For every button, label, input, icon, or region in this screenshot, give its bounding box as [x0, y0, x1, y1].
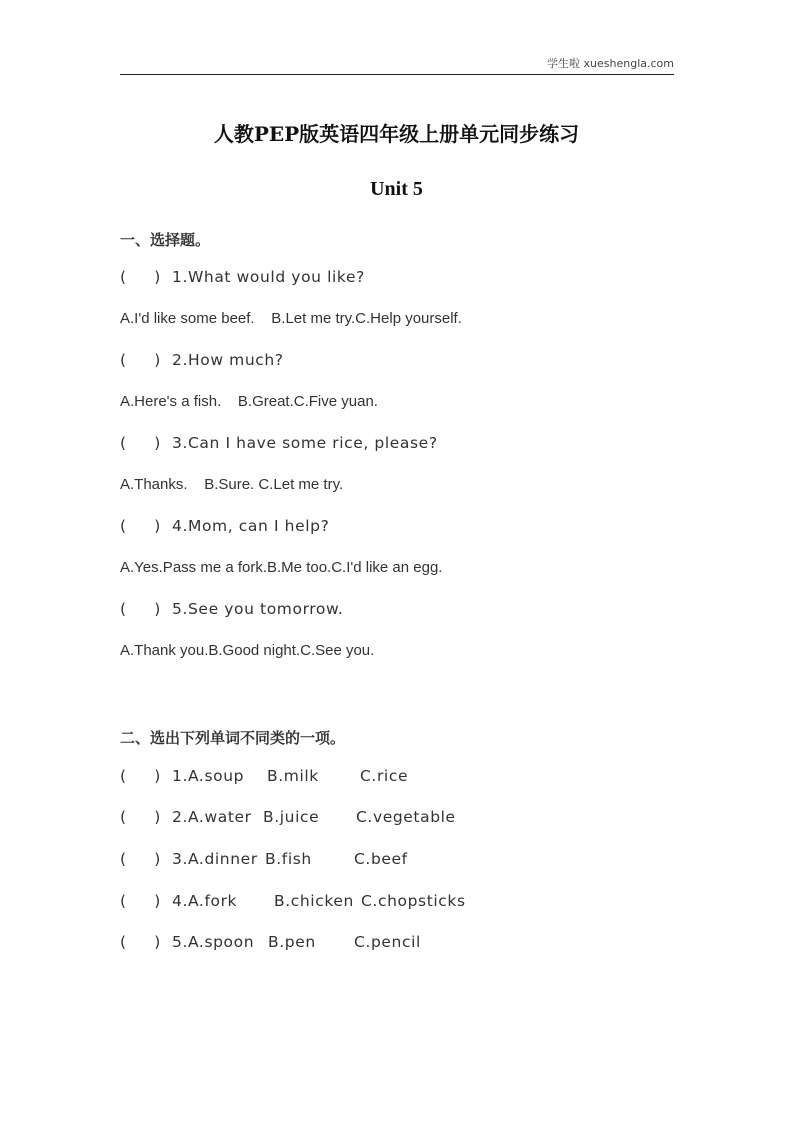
answer-blank: ( ): [120, 351, 161, 369]
word-group-1: [120, 767, 408, 785]
page-header: [120, 56, 674, 75]
answer-blank: ( ): [120, 933, 161, 951]
option-b: B.juice: [263, 808, 320, 826]
document-title: 人教PEP版英语四年级上册单元同步练习: [213, 122, 580, 146]
word-group-2: [120, 808, 456, 826]
unit-title: Unit 5: [370, 178, 423, 200]
option-b: B.chicken: [274, 892, 354, 910]
option-c: C.pencil: [354, 933, 421, 951]
word-group-4: [120, 892, 466, 910]
answer-blank: ( ): [120, 892, 161, 910]
question-4: [120, 517, 329, 535]
section-1-heading: 一、选择题。: [120, 231, 211, 249]
option-a: 1.A.soup: [172, 767, 245, 785]
header-site-label: 学生啦 xueshengla.com: [547, 57, 674, 70]
question-1-options: A.I'd like some beef. B.Let me try.C.Help yourself.: [120, 310, 462, 327]
answer-blank: ( ): [120, 434, 161, 452]
question-text: 5.See you tomorrow.: [172, 600, 344, 618]
question-3-options: A.Thanks. B.Sure. C.Let me try.: [120, 476, 344, 493]
question-3: [120, 434, 438, 452]
question-2: [120, 351, 284, 369]
option-c: C.rice: [360, 767, 409, 785]
answer-blank: ( ): [120, 850, 161, 868]
option-c: C.beef: [354, 850, 408, 868]
option-a: 4.A.fork: [172, 892, 238, 910]
option-a: 5.A.spoon: [172, 933, 255, 951]
answer-blank: ( ): [120, 600, 161, 618]
question-2-options: A.Here's a fish. B.Great.C.Five yuan.: [120, 393, 378, 410]
option-b: B.milk: [267, 767, 319, 785]
option-c: C.chopsticks: [361, 892, 466, 910]
question-text: 3.Can I have some rice, please?: [172, 434, 438, 452]
option-c: C.vegetable: [356, 808, 456, 826]
answer-blank: ( ): [120, 268, 161, 286]
option-a: 3.A.dinner: [172, 850, 258, 868]
word-group-5: [120, 933, 421, 951]
section-2-heading: 二、选出下列单词不同类的一项。: [120, 729, 346, 747]
question-4-options: A.Yes.Pass me a fork.B.Me too.C.I'd like an egg.: [120, 559, 443, 576]
answer-blank: ( ): [120, 808, 161, 826]
question-5: [120, 600, 343, 618]
question-5-options: A.Thank you.B.Good night.C.See you.: [120, 642, 375, 659]
answer-blank: ( ): [120, 767, 161, 785]
answer-blank: ( ): [120, 517, 161, 535]
question-text: 4.Mom, can I help?: [172, 517, 330, 535]
question-text: 1.What would you like?: [172, 268, 365, 286]
question-text: 2.How much?: [172, 351, 284, 369]
option-b: B.fish: [265, 850, 312, 868]
word-group-3: [120, 850, 408, 868]
question-1: [120, 268, 365, 286]
option-b: B.pen: [268, 933, 316, 951]
option-a: 2.A.water: [172, 808, 252, 826]
